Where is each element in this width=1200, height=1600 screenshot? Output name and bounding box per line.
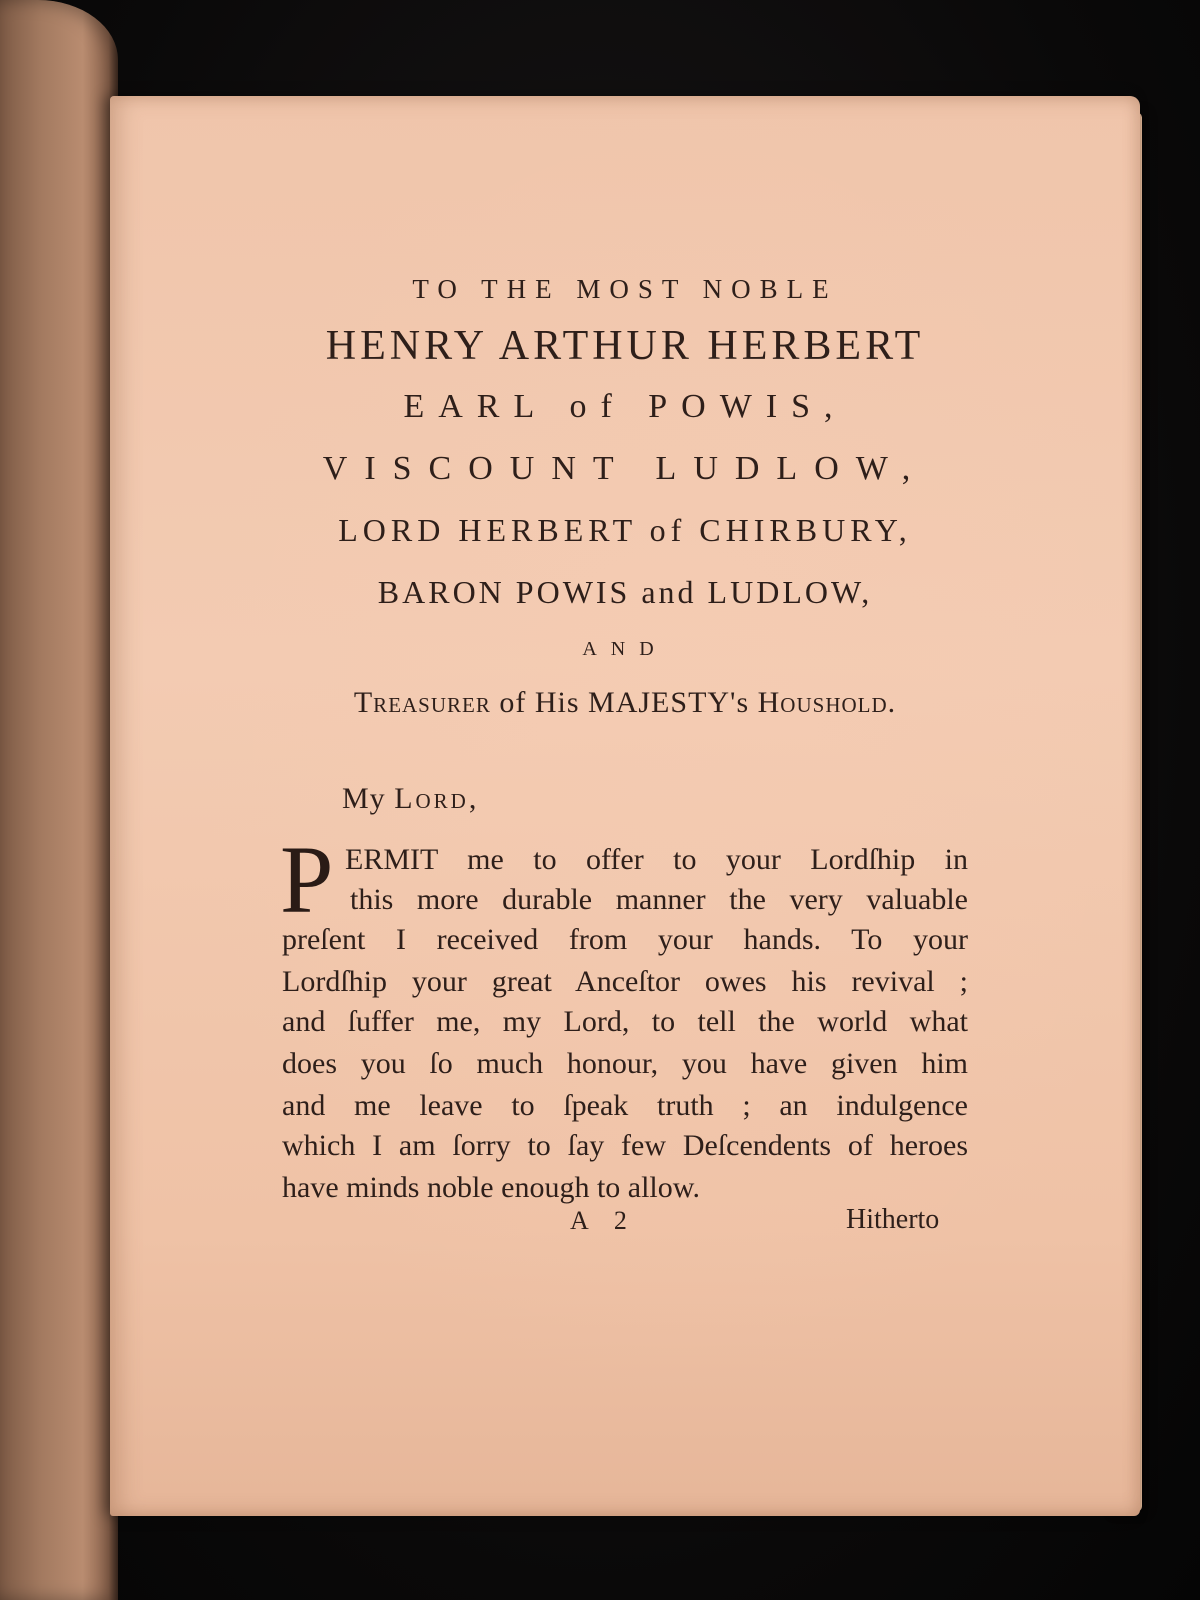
letter-line: and me leave to ſpeak truth ; an indulgence [282, 1089, 968, 1122]
letter-line: this more durable manner the very valuable [350, 883, 968, 916]
dedication-lord: LORD HERBERT of CHIRBURY, [338, 512, 912, 548]
dedication-and: AND [582, 638, 668, 660]
dedication-earl: EARL of POWIS, [403, 388, 847, 425]
facing-page-edge [0, 0, 118, 1600]
dedication-viscount: VISCOUNT LUDLOW, [322, 450, 928, 487]
dedication-to-line: TO THE MOST NOBLE [412, 274, 838, 304]
letter-line: ERMIT me to offer to your Lordſhip in [345, 843, 968, 876]
salutation-my: My [342, 782, 395, 815]
letter-line: preſent I received from your hands. To your [282, 923, 968, 956]
letter-line: and ſuffer me, my Lord, to tell the world what [282, 1005, 968, 1038]
dedication-treasurer [110, 686, 1140, 720]
salutation [342, 782, 479, 816]
letter-line: does you ſo much honour, you have given him [282, 1047, 968, 1080]
signature-mark: A 2 [570, 1206, 637, 1235]
letter-line: have minds noble enough to allow. [282, 1171, 700, 1204]
treasurer-word: Treasurer [353, 686, 491, 719]
drop-cap: P [280, 826, 334, 933]
houshold-word: Houshold. [757, 686, 897, 719]
letter-line: which I am ſorry to ſay few Deſcendents of heroes [282, 1129, 968, 1162]
catchword: Hitherto [846, 1204, 940, 1235]
dedication-baron: BARON POWIS and LUDLOW, [377, 574, 873, 610]
treasurer-middle: of His MAJESTY's [490, 686, 758, 719]
letter-line: Lordſhip your great Anceſtor owes his revival ; [282, 965, 968, 998]
book-page [110, 96, 1140, 1516]
salutation-lord: Lord, [394, 782, 480, 815]
dedication-name: HENRY ARTHUR HERBERT [325, 323, 925, 369]
